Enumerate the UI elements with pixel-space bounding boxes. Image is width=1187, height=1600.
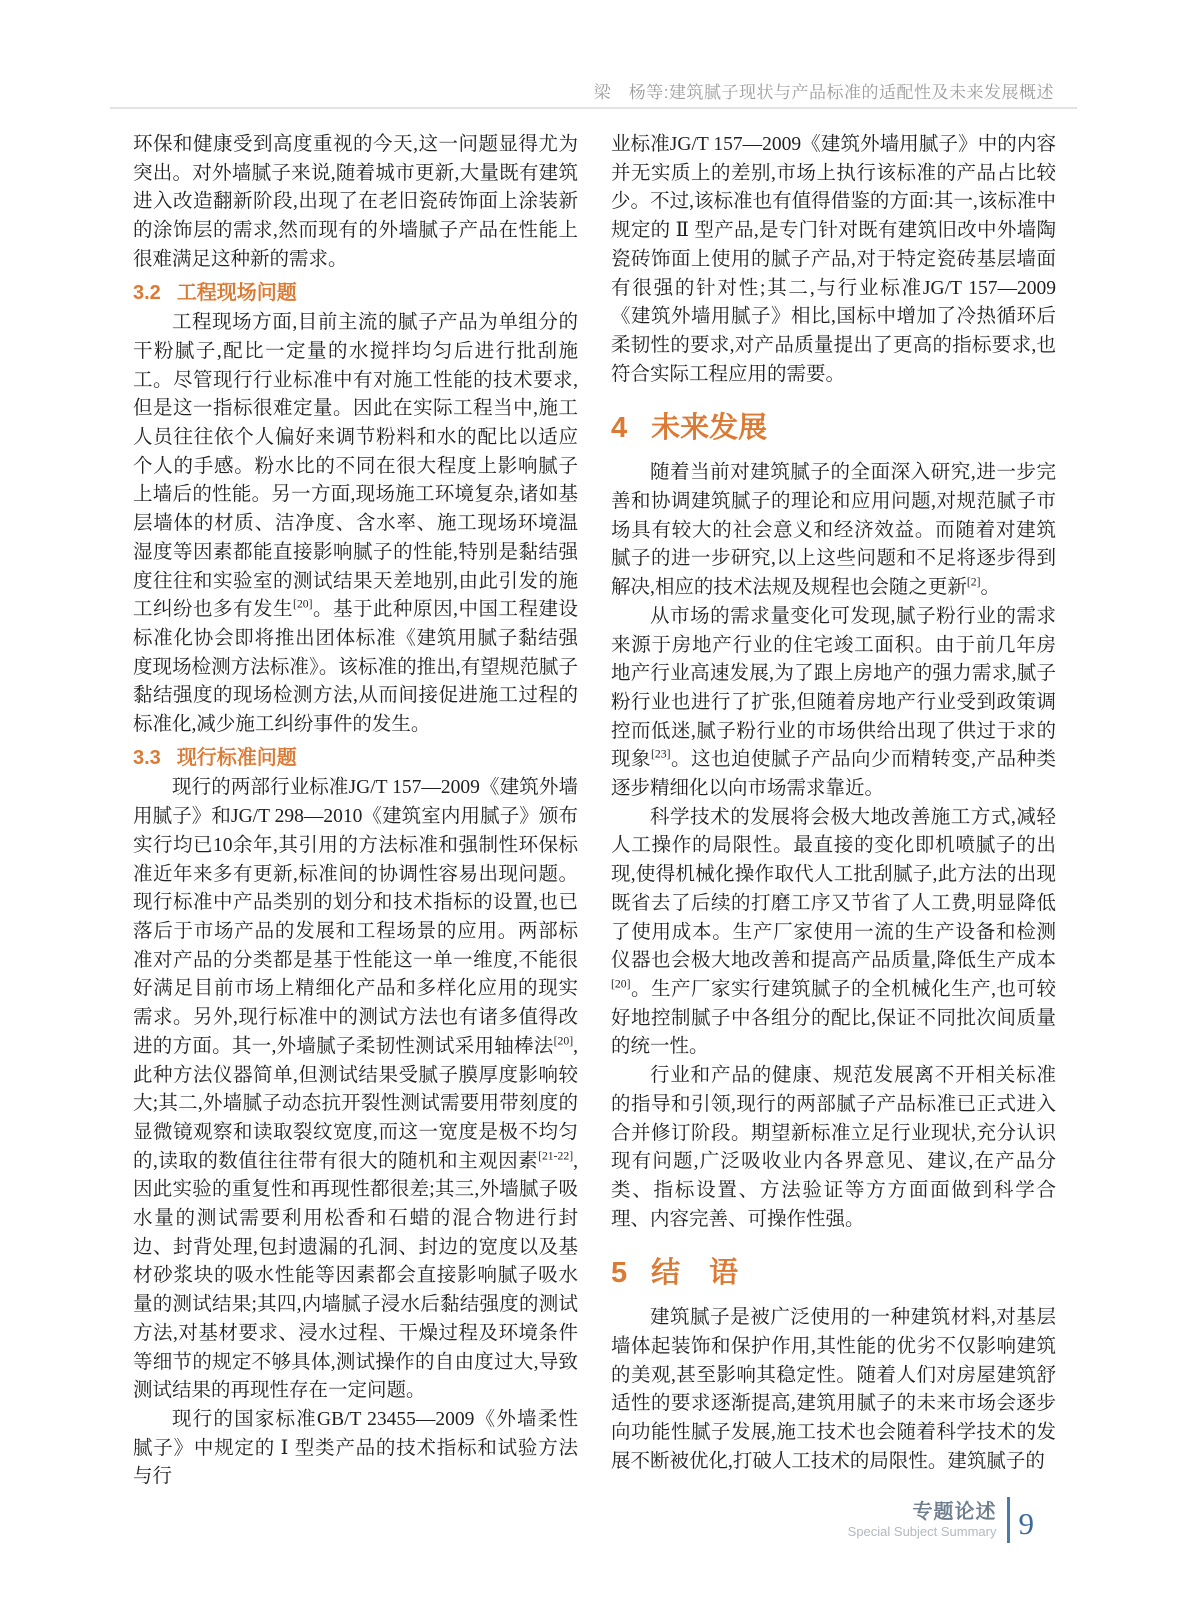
paragraph-gb-standard: 现行的国家标准GB/T 23455—2009《外墙柔性腻子》中规定的 Ⅰ 型类产品的技术指标和试验方法与行	[133, 1408, 578, 1488]
paragraph-gb-continuation: 业标准JG/T 157—2009《建筑外墙用腻子》中的内容并无实质上的差别,市场上执行该标准的产品占比较少。不过,该标准也有值得借鉴的方面:其一,该标准中规定的 Ⅱ 型产品,是专门针对既有建筑旧改中外墙陶瓷砖饰面上使用的腻子产品,对于特定瓷砖基层墙面有很强的针对性;其二,与行业标准JG/T 157—2009《建筑外墙用腻子》相比,国标中增加了冷热循环后柔韧性的要求,对产品质量提出了更高的指标要求,也符合实际工程应用的需要。	[611, 134, 1056, 385]
section-number: 4	[611, 412, 628, 445]
section-heading-5	[611, 1256, 1056, 1290]
paragraph-site-issues: 工程现场方面,目前主流的腻子产品为单组分的干粉腻子,配比一定量的水搅拌均匀后进行批刮施工。尽管现行行业标准中有对施工性能的技术要求,但是这一指标很难定量。因此在实际工程当中,施工人员往往依个人偏好来调节粉料和水的配比以适应个人的手感。粉水比的不同在很大程度上影响腻子上墙后的性能。另一方面,现场施工环境复杂,诸如基层墙体的材质、洁净度、含水率、施工现场环境温湿度等因素都能直接影响腻子的性能,特别是黏结强度往往和实验室的测试结果天差地别,由此引发的施工纠纷也多有发生[20]。基于此种原因,中国工程建设标准化协会即将推出团体标准《建筑用腻子黏结强度现场检测方法标准》。该标准的推出,有望规范腻子黏结强度的现场检测方法,从而间接促进施工过程的标准化,减少施工纠纷事件的发生。	[133, 312, 578, 736]
paragraph-future-1: 随着当前对建筑腻子的全面深入研究,进一步完善和协调建筑腻子的理论和应用问题,对规范腻子市场具有较大的社会意义和经济效益。而随着对建筑腻子的进一步研究,以上这些问题和不足将逐步得到解决,相应的技术法规及规程也会随之更新[2]。	[611, 462, 1056, 599]
footer-section-en: Special Subject Summary	[847, 1524, 997, 1539]
footer-section-labels	[848, 1500, 997, 1540]
section-title: 结 语	[651, 1257, 739, 1290]
section-title: 未来发展	[651, 412, 768, 445]
paragraph-future-2: 从市场的需求量变化可发现,腻子粉行业的需求来源于房地产行业的住宅竣工面积。由于前几年房地产行业高速发展,为了跟上房地产的强力需求,腻子粉行业也进行了扩张,但随着房地产行业受到政策调控而低迷,腻子粉行业的市场供给出现了供过于求的现象[23]。这也迫使腻子产品向少而精转变,产品种类逐步精细化以向市场需求靠近。	[611, 605, 1056, 800]
paragraph-conclusion: 建筑腻子是被广泛使用的一种建筑材料,对基层墙体起装饰和保护作用,其性能的优劣不仅影响建筑的美观,甚至影响其稳定性。随着人们对房屋建筑舒适性的要求逐渐提高,建筑用腻子的未来市场会逐步向功能性腻子发展,施工技术也会随着科学技术的发展不断被优化,打破人工技术的局限性。建筑腻子的	[611, 1307, 1056, 1472]
page-number: 9	[1018, 1506, 1034, 1541]
subsection-title: 现行标准问题	[176, 746, 297, 769]
subsection-heading-3-3	[133, 744, 578, 773]
running-head-title: 梁 杨等:建筑腻子现状与产品标准的适配性及未来发展概述	[593, 83, 1054, 102]
footer-divider-bar	[1007, 1497, 1010, 1543]
paragraph-intro-continuation: 环保和健康受到高度重视的今天,这一问题显得尤为突出。对外墙腻子来说,随着城市更新,大量既有建筑进入改造翻新阶段,出现了在老旧瓷砖饰面上涂装新的涂饰层的需求,然而现有的外墙腻子产品在性能上很难满足这种新的需求。	[133, 134, 578, 270]
header-rule	[110, 107, 1077, 109]
section-number: 5	[611, 1257, 628, 1290]
paragraph-future-3: 科学技术的发展将会极大地改善施工方式,减轻人工操作的局限性。最直接的变化即机喷腻子的出现,使得机械化操作取代人工批刮腻子,此方法的出现既省去了后续的打磨工序又节省了人工费,明显降低了使用成本。生产厂家使用一流的生产设备和检测仪器也会极大地改善和提高产品质量,降低生产成本[20]。生产厂家实行建筑腻子的全机械化生产,也可较好地控制腻子中各组分的配比,保证不同批次间质量的统一性。	[611, 806, 1056, 1058]
subsection-title: 工程现场问题	[176, 281, 297, 304]
subsection-heading-3-2	[133, 279, 578, 308]
subsection-number: 3.2	[133, 281, 161, 304]
two-column-body	[133, 131, 1056, 1492]
paragraph-standards-issues: 现行的两部行业标准JG/T 157—2009《建筑外墙用腻子》和JG/T 298—2010《建筑室内用腻子》颁布实行均已10余年,其引用的方法标准和强制性环保标准近年来多有更新,标准间的协调性容易出现问题。现行标准中产品类别的划分和技术指标的设置,也已落后于市场产品的发展和工程场景的应用。两部标准对产品的分类都是基于性能这一单一维度,不能很好满足目前市场上精细化产品和多样化应用的现实需求。另外,现行标准中的测试方法也有诸多值得改进的方面。其一,外墙腻子柔韧性测试采用轴棒法[20],此种方法仪器简单,但测试结果受腻子膜厚度影响较大;其二,外墙腻子动态抗开裂性测试需要用带刻度的显微镜观察和读取裂纹宽度,而这一宽度是极不均匀的,读取的数值往往带有很大的随机和主观因素[21-22],因此实验的重复性和再现性都很差;其三,外墙腻子吸水量的测试需要利用松香和石蜡的混合物进行封边、封背处理,包封遗漏的孔洞、封边的宽度以及基材砂浆块的吸水性能等因素都会直接影响腻子吸水量的测试结果;其四,内墙腻子浸水后黏结强度的测试方法,对基材要求、浸水过程、干燥过程及环境条件等细节的规定不够具体,测试操作的自由度过大,导致测试结果的再现性存在一定问题。	[133, 777, 578, 1402]
left-column	[133, 131, 578, 1492]
subsection-number: 3.3	[133, 746, 161, 769]
footer-section-cn: 专题论述	[912, 1501, 997, 1523]
section-heading-4	[611, 411, 1056, 445]
right-column	[611, 131, 1056, 1492]
paragraph-future-4: 行业和产品的健康、规范发展离不开相关标准的指导和引领,现行的两部腻子产品标准已正式进入合并修订阶段。期望新标准立足行业现状,充分认识现有问题,广泛吸收业内各界意见、建议,在产品分类、指标设置、方法验证等方方面面做到科学合理、内容完善、可操作性强。	[611, 1065, 1056, 1230]
page-footer	[848, 1493, 1034, 1547]
